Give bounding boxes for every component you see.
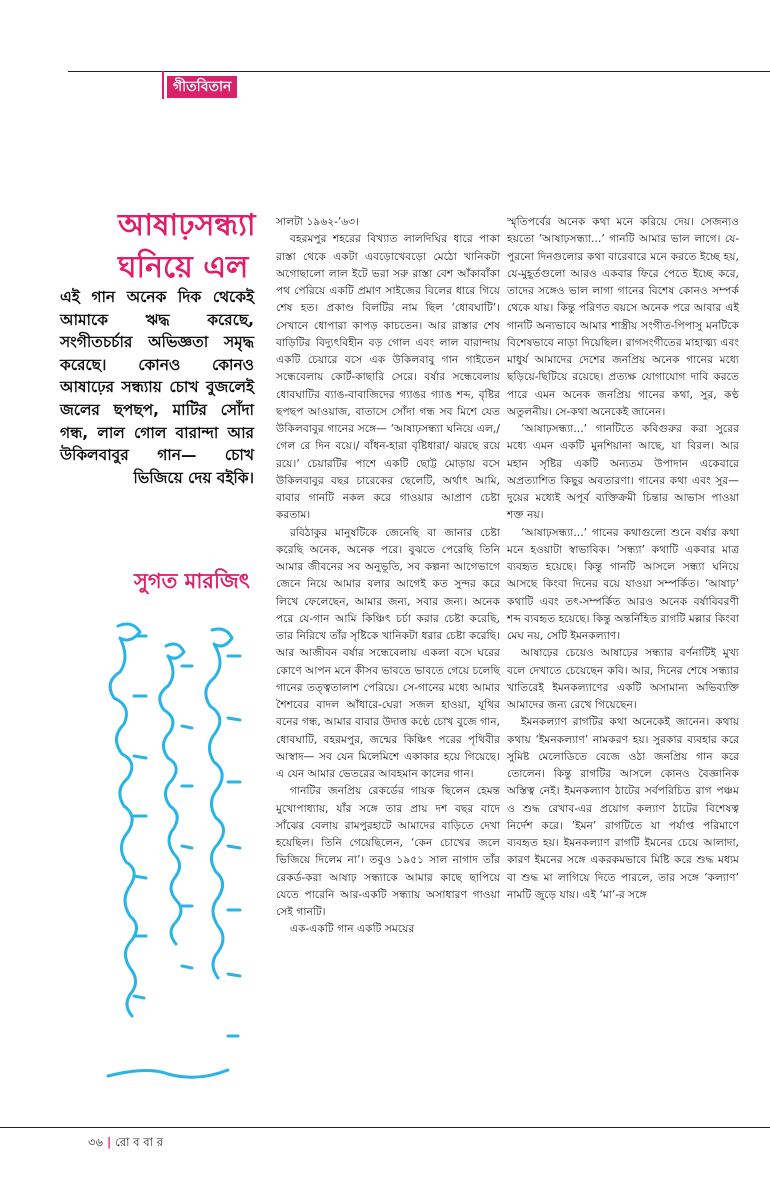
handwritten-signature (88, 606, 258, 1096)
section-label: গীতবিতান (167, 76, 237, 98)
magazine-name: রো ব বা র (115, 1135, 163, 1149)
article-column-1 (276, 213, 500, 938)
paragraph: বহরমপুর শহরের বিখ্যাত লালদিঘির ধারে পাকা রাস্তা থেকে একটা এবড়োখেবড়ো মেঠো খানিকটা অগোছালো লাল ইটে ভরা সরু রাস্তা বেশ আঁকাবাঁকা পথ পেরিয়ে একটি প্রমাণ সাইজের বিলের ধারে গিয়ে শেষ হত। প্রকাণ্ড বিলটির নাম ছিল ‘ধোবঘাটি’। সেখানে ধোপারা কাপড় কাচতেন। আর রাস্তার শেষ বাড়িটির বিদ্যুৎবিহীন বড় গোল এবং লাল বারান্দায় একটি চেয়ারে বসে এক উকিলবাবু গান গাইতেন সন্ধেবেলায় কোর্ট-কাছারি সেরে। বর্ষার সন্ধেবেলায় ধোবঘাটির ব্যাঙ-বাবাজিদের গ্যাঙর গ্যাঙ শব্দ, বৃষ্টির ছপছপ আওয়াজ, বাতাসে সোঁদা গন্ধ সব মিশে যেত উকিলবাবুর গানের সঙ্গে— ‘আষাঢ়সন্ধ্যা ঘনিয়ে এল,/ গেল রে দিন বয়ে।/ বাঁধন-হারা বৃষ্টিধারা/ ঝরছে রয়ে রয়ে।’ চেয়ারটির পাশে একটি ছোট্ট মোড়ায় বসে উকিলবাবুর বছর চারেকের ছেলেটি, অর্থাৎ আমি, বাবার গানটি নকল করে গাওয়ার আপ্রাণ চেষ্টা করতাম। (276, 232, 500, 522)
signature-drawing (88, 606, 258, 1096)
headline-line-2: ঘনিয়ে এল (118, 250, 249, 285)
paragraph: এক-একটি গান একটি সময়ের (290, 922, 415, 936)
bottom-rule (0, 1127, 770, 1128)
paragraph: স্মৃতিপর্বের অনেক কথা মনে করিয়ে দেয়। সেজন্যও হয়তো ‘আষাঢ়সন্ধ্যা...’ গানটি আমার ভাল লাগে। যে-পুরনো দিনগুলোর কথা বারেবারে মনে করতে ইচ্ছে হয়, যে-মুহূর্তগুলো আরও একবার ফিরে পেতে ইচ্ছে করে, তাদের সঙ্গেও ভাল লাগা গানের বিশেষ কোনও সম্পর্ক থেকে যায়। কিন্তু পরিণত বয়সে অনেক পরে আবার এই গানটি অন্যভাবে আমার শাস্ত্রীয় সংগীত-পিপাসু মনটিকে বিশেষভাবে নাড়া দিয়েছিল। রাগসংগীতের মাহাত্ম্য এবং মাধুর্য আমাদের দেশের জনপ্রিয় অনেক গানের মধ্যে ছড়িয়ে-ছিটিয়ে রয়েছে। প্রত্যক্ষ যোগাযোগ দাবি করতে পারে এমন অনেক জনপ্রিয় গানের কথা, সুর, কণ্ঠ অতুলনীয়। সে-কথা অনেকেই জানেন। (507, 215, 739, 418)
author-name: সুগত মারজিৎ (133, 569, 250, 593)
paragraph: রবিঠাকুর মানুষটিকে জেনেছি বা জানার চেষ্টা করেছি অনেক, অনেক পরে। বুঝতে পেরেছি তিনি আমার জীবনের সব অনুভূতি, সব কল্পনা আগেভাগে জেনে নিয়ে আমার বলার আগেই কত সুন্দর করে লিখে ফেলেছেন, আমার জন্য, সবার জন্য। অনেক পরে যে-গান আমি কিঞ্চিৎ চর্চা করার চেষ্টা করেছি, তার নিরিখে তাঁর সৃষ্টিকে খানিকটা ধরার চেষ্টা করেছি। আর আজীবন বর্ষার সন্ধেবেলায় একলা বসে ঘরের কোণে আপন মনে কীসব ভাবতে ভাবতে গেয়ে চলেছি গানের তত্ত্বতালাশ পেরিয়ে। সে-গানের মধ্যে আমার শৈশবের বাদল আঁধারে-ঘেরা সজল হাওয়া, যূথির বনের গন্ধ, আমার বাবার উদাত্ত কণ্ঠে চোখ বুজে গান, ধোবঘাটি, বহরমপুর, জন্মের কিঞ্চিৎ পরের পৃথিবীর আস্বাদ— সব যেন মিলেমিশে একাকার হয়ে গিয়েছে। এ যেন আমার ভেতরের আবহমান কালের গান। (276, 525, 500, 780)
intro-text: এই গান অনেক দিক থেকেই আমাকে ঋদ্ধ করেছে, সংগীতচর্চার অভিজ্ঞতা সমৃদ্ধ করেছে। কোনও কোনও আষাঢ়ের সন্ধ্যায় চোখ বুজলেই জলের ছপছপ, মাটির সোঁদা গন্ধ, লাল গোল বারান্দা আর উকিলবাবুর গান— চোখ ভিজিয়ে দেয় বইকি। (60, 288, 254, 487)
paragraph: আষাঢ়ের চেয়েও আষাঢ়ের সন্ধ্যার বর্ণনাটিই মুখ্য বলে দেখাতে চেয়েছেন কবি। আর, দিনের শেষে সন্ধ্যার খাতিরেই ইমনকল্যাণের একটি অসামান্য অভিব্যক্তি আমাদের জন্য রেখে গিয়েছেন। (507, 646, 739, 711)
paragraph: ইমনকল্যাণ রাগটির কথা অনেকেই জানেন। কথায় কথায় ‘ইমনকল্যাণ’ নামকরণ হয়। সুরকার ব্যবহার করে সুমিষ্ট মেলোডিতে বেজে ওঠা জনপ্রিয় গান করে তোলেন। কিন্তু রাগটির আসলে কোনও বৈজ্ঞানিক অস্তিত্ব নেই। ইমনকল্যাণ ঠাটের সর্বপরিচিত রাগ পঞ্চম ও শুদ্ধ রেখাব-এর প্রয়োগ কল্যাণ ঠাটের বিশেষত্ব নির্দেশ করে। ‘ইমন’ রাগটিতে যা পর্যাপ্ত পরিমাণে ব্যবহৃত হয়। ইমনকল্যাণ রাগটি ইমনের চেয়ে আলাদা, কারণ ইমনের সঙ্গে একরকমভাবে মিষ্টি করে শুদ্ধ মধ্যম বা শুদ্ধ মা লাগিয়ে দিতে পারলে, তার সঙ্গে ‘কল্যাণ’ নামটি জুড়ে যায়। এই ‘মা’-র সঙ্গে (507, 715, 739, 901)
article-column-2 (507, 213, 739, 903)
page-footer (88, 1134, 163, 1153)
paragraph: ‘আষাঢ়সন্ধ্যা...’ গানের কথাগুলো শুনে বর্ষার কথা মনে হওয়াটা স্বাভাবিক। ‘সন্ধ্যা’ কথাটি একবার মাত্র ব্যবহৃত হয়েছে। কিন্তু গানটি আসলে সন্ধ্যা ঘনিয়ে আসছে কিংবা দিনের বয়ে যাওয়া সম্পর্কিত। ‘আষাঢ়’ কথাটি এবং তৎ-সম্পর্কিত আরও অনেক বর্ষাবিবরণী শব্দ ব্যবহৃত হয়েছে। কিন্তু অন্তর্নিহিত রাগটি মল্লার কিংবা মেঘ নয়, সেটি ইমনকল্যাণ। (507, 525, 739, 642)
page-number: ৩৬ (88, 1135, 103, 1149)
paragraph: গানটির জনপ্রিয় রেকর্ডের গায়ক ছিলেন হেমন্ত মুখোপাধ্যায়, যাঁর সঙ্গে তার প্রায় দশ বছর বাদে সাঁঝের বেলায় রামপুরহাটে আমাদের বাড়িতে দেখা হয়েছিল। তিনি গেয়েছিলেন, ‘কেন চোখের জলে ভিজিয়ে দিলেম না’। তবুও ১৯৫১ সাল নাগাদ তাঁর রেকর্ড-করা আষাঢ় সন্ধ্যাকে আমার কাছে ছাপিয়ে যেতে পারেনি আর-একটি সন্ধ্যায় অসাধারণ গাওয়া সেই গানটি। (276, 784, 500, 918)
headline (118, 205, 256, 289)
paragraph: ‘আষাঢ়সন্ধ্যা...’ গানটিতে কবিগুরুর করা সুরের মধ্যে এমন একটি মুনশিয়ানা আছে, যা বিরল। আর মহান সৃষ্টির একটি অন্যতম উপাদান একেবারে অপ্রত্যাশিত কিছুর অবতারণা। গানের কথা এবং সুর— দুয়ের মধ্যেই অপূর্ব ব্যক্তিক্রমী চিন্তার আভাস পাওয়া শক্ত নয়। (507, 422, 739, 522)
top-rule (68, 71, 770, 72)
footer-separator: | (106, 1135, 112, 1149)
headline-line-1: আষাঢ়সন্ধ্যা (118, 208, 256, 243)
paragraph: সালটা ১৯৬২-’৬৩। (276, 215, 359, 228)
